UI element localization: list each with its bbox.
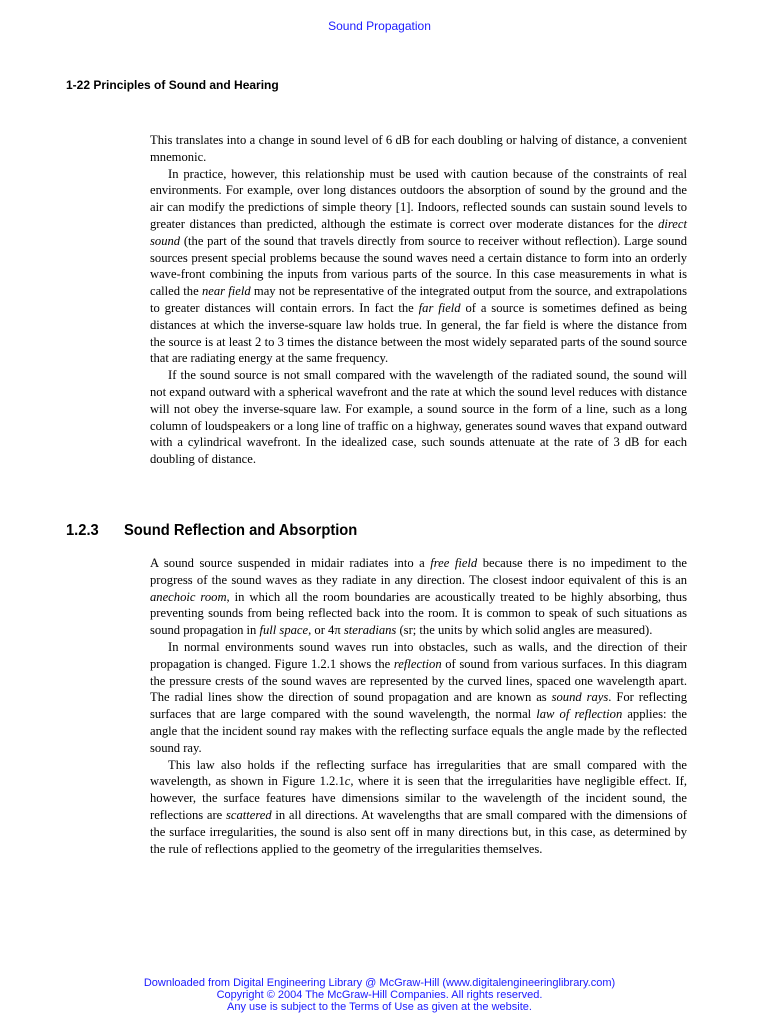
paragraph: A sound source suspended in midair radiates into a free field because there is no impediment to the progress of the sound waves as they radiate in any direction. The closest indoor equivalent of this is an anechoic room, in which all the room boundaries are acoustically treated to be highly absorbing, thus preventing sounds from being reflected back into the room. It is common to speak of such situations as sound propagation in full space, or 4π steradians (sr; the units by which solid angles are measured). [150,556,687,638]
footer-download-link[interactable]: Downloaded from Digital Engineering Library @ McGraw-Hill (www.digitalengineeringlibrary.com) [143,977,616,989]
paragraph: In normal environments sound waves run into obstacles, such as walls, and the direction of their propagation is changed. Figure 1.2.1 shows the reflection of sound from various surfaces. In this diagram the pressure crests of the sound waves are represented by the curved lines, spaced one wavelength apart. The radial lines show the direction of sound propagation and are known as sound rays. For reflecting surfaces that are large compared with the sound wavelength, the normal law of reflection applies: the angle that the incident sound ray makes with the reflecting surface equals the angle made by the reflected sound ray. [150,639,687,755]
emphasis: sound rays [551,690,609,705]
footer-terms-link[interactable]: Any use is subject to the Terms of Use as given at the website. [227,1001,532,1013]
emphasis: far field [418,300,461,315]
section-title: Sound Reflection and Absorption [123,522,358,539]
body-text-block-1 [150,132,687,468]
section-heading [66,522,357,540]
emphasis: full space [259,623,309,638]
emphasis: free field [430,556,478,570]
emphasis: direct sound [150,216,687,248]
emphasis: law of reflection [536,707,623,722]
paragraph: If the sound source is not small compared with the wavelength of the radiated sound, the sound will not expand outward with a spherical wavefront and the rate at which the sound level reduces with distance will not obey the inverse-square law. For example, a sound source in the form of a line, such as a long column of loudspeakers or a long line of traffic on a highway, generates sound waves that expand outward with a cylindrical wavefront. In the idealized case, such sounds attenuate at the rate of 3 dB for each doubling of distance. [150,368,687,467]
footer-copyright: Copyright © 2004 The McGraw-Hill Companies. All rights reserved. [216,989,543,1001]
paragraph: In practice, however, this relationship must be used with caution because of the constraints of real environments. For example, over long distances outdoors the absorption of sound by the ground and the air can modify the predictions of simple theory [1]. Indoors, reflected sounds can sustain sound levels to greater distances than predicted, although the estimate is correct over moderate distances for the direct sound (the part of the sound that travels directly from source to receiver without reflection). Large sound sources present special problems because the sound waves need a certain distance to form into an orderly wave-front combining the inputs from various parts of the source. In this case measurements in what is called the near field may not be representative of the integrated output from the source, and extrapolations to greater distances will contain errors. In fact the far field of a source is sometimes defined as being distances at which the inverse-square law holds true. In general, the far field is where the distance from the source is at least 2 to 3 times the distance between the most widely separated parts of the sound source that are radiating energy at the same frequency. [150,166,687,366]
paragraph: This law also holds if the reflecting surface has irregularities that are small compared with the wavelength, as shown in Figure 1.2.1c, where it is seen that the irregularities have negligible effect. If, however, the surface features have dimensions similar to the wavelength of the incident sound, the reflections are scattered in all directions. At wavelengths that are small compared with the dimensions of the surface irregularities, the sound is also sent off in many directions but, in this case, as determined by the rule of reflections applied to the geometry of the irregularities themselves. [150,757,687,856]
emphasis: anechoic room [150,589,227,604]
emphasis: c [344,774,351,789]
paragraph: This translates into a change in sound level of 6 dB for each doubling or halving of distance, a convenient mnemonic. [150,133,687,164]
footer-notice [0,977,759,1013]
emphasis: near field [201,284,251,299]
body-text-block-2 [150,555,687,857]
emphasis: steradians [343,623,397,638]
emphasis: scattered [225,807,272,822]
section-number: 1.2.3 [66,522,99,539]
running-header: 1-22 Principles of Sound and Hearing [66,78,279,92]
top-chapter-link[interactable]: Sound Propagation [328,19,431,33]
emphasis: reflection [393,656,442,671]
